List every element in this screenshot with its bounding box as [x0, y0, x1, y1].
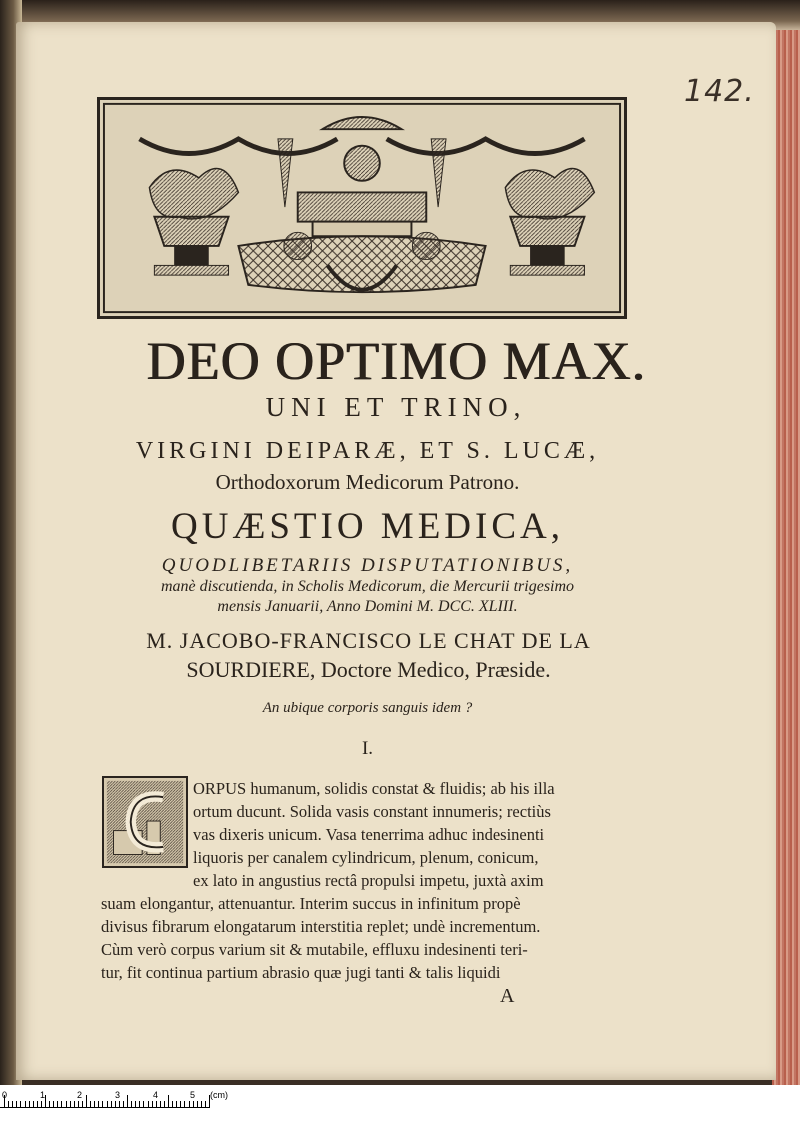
body-line: vas dixeris unicum. Vasa tenerrima adhuc indesinenti [193, 825, 545, 844]
scale-tick-minor [70, 1101, 71, 1107]
dedication-line-2: UNI ET TRINO, [265, 392, 527, 422]
questio-subtitle-2: manè discutienda, in Scholis Medicorum, die Mercurii trigesimo [160, 578, 575, 595]
scale-tick-minor [172, 1101, 173, 1107]
scale-tick-minor [8, 1101, 9, 1107]
body-line: Cùm verò corpus varium sit & mutabile, effluxu indesinenti teri- [101, 940, 528, 959]
scale-tick-minor [102, 1101, 103, 1107]
scale-tick-minor [41, 1101, 42, 1107]
scale-tick-minor [33, 1101, 34, 1107]
scale-tick-minor [160, 1101, 161, 1107]
scale-tick-minor [184, 1101, 185, 1107]
scale-tick-minor [111, 1101, 112, 1107]
scale-tick-minor [201, 1101, 202, 1107]
scale-tick-minor [131, 1101, 132, 1107]
dedication-line-4: Orthodoxorum Medicorum Patrono. [215, 470, 520, 494]
body-line: divisus fibrarum elongatarum interstitia replet; undè incrementum. [101, 917, 541, 936]
body-line: tur, fit continua partium abrasio quæ jugi tanti & talis liquidi [101, 963, 501, 982]
preses-line-2: SOURDIERE, Doctore Medico, Præside. [186, 657, 551, 682]
scale-tick-minor [94, 1101, 95, 1107]
scale-tick-minor [135, 1101, 136, 1107]
scale-ruler [0, 1107, 210, 1108]
scale-tick-minor [25, 1101, 26, 1107]
dedication-line-3: VIRGINI DEIPARÆ, ET S. LUCÆ, [135, 438, 600, 464]
headpiece-engraving [97, 97, 627, 319]
scale-label: 5 [190, 1090, 196, 1100]
scale-tick-minor [12, 1101, 13, 1107]
scale-tick-minor [148, 1101, 149, 1107]
section-number: I. [361, 738, 374, 759]
scale-tick-minor [49, 1101, 50, 1107]
scale-tick-minor [180, 1101, 181, 1107]
scale-unit: (cm) [210, 1090, 228, 1100]
scale-tick-minor [152, 1101, 153, 1107]
scale-tick-minor [78, 1101, 79, 1107]
scale-tick-minor [209, 1101, 210, 1107]
scale-tick-minor [123, 1101, 124, 1107]
questio-subtitle-1: QUODLIBETARIIS DISPUTATIONIBUS, [161, 555, 574, 576]
scale-tick-minor [143, 1101, 144, 1107]
thesis-question: An ubique corporis sanguis idem ? [262, 700, 473, 716]
decorated-initial-c [102, 776, 188, 868]
scale-tick-minor [98, 1101, 99, 1107]
scale-tick-minor [90, 1101, 91, 1107]
body-line: suam elongantur, attenuantur. Interim succus in infinitum propè [101, 894, 521, 913]
scale-tick-minor [168, 1101, 169, 1107]
scale-tick-minor [176, 1101, 177, 1107]
scale-label: 3 [115, 1090, 121, 1100]
scale-tick-minor [57, 1101, 58, 1107]
questio-subtitle-3: mensis Januarii, Anno Domini M. DCC. XLIII. [217, 598, 518, 615]
dedication-title: DEO OPTIMO MAX. [146, 331, 646, 391]
scale-tick-minor [45, 1101, 46, 1107]
scale-tick-minor [119, 1101, 120, 1107]
scale-tick-minor [193, 1101, 194, 1107]
scale-tick-minor [20, 1101, 21, 1107]
scale-tick-minor [164, 1101, 165, 1107]
scale-tick-minor [66, 1101, 67, 1107]
page-number: 142. [684, 74, 755, 109]
scale-tick-minor [115, 1101, 116, 1107]
scale-tick-minor [189, 1101, 190, 1107]
scale-tick-minor [127, 1101, 128, 1107]
scale-label: 4 [153, 1090, 159, 1100]
scale-label: 1 [40, 1090, 46, 1100]
scale-tick-minor [156, 1101, 157, 1107]
signature-mark: A [500, 985, 515, 1007]
preses-line-1: M. JACOBO-FRANCISCO LE CHAT DE LA [146, 628, 591, 653]
scale-tick-minor [86, 1101, 87, 1107]
scale-label: 0 [2, 1090, 8, 1100]
body-line: ortum ducunt. Solida vasis constant innumeris; rectiùs [193, 802, 551, 821]
scale-label: 2 [77, 1090, 83, 1100]
scale-tick-minor [53, 1101, 54, 1107]
questio-title: QUÆSTIO MEDICA, [171, 506, 564, 547]
scale-tick-minor [205, 1101, 206, 1107]
scale-tick-minor [107, 1101, 108, 1107]
page-edges [772, 30, 800, 1085]
scale-tick-minor [74, 1101, 75, 1107]
scale-tick-minor [37, 1101, 38, 1107]
scale-tick-minor [139, 1101, 140, 1107]
scale-tick-minor [4, 1101, 5, 1107]
scale-tick-minor [16, 1101, 17, 1107]
scale-tick-minor [29, 1101, 30, 1107]
scale-tick-minor [61, 1101, 62, 1107]
body-line: liquoris per canalem cylindricum, plenum, conicum, [193, 848, 539, 867]
scale-tick-minor [82, 1101, 83, 1107]
scale-tick-minor [197, 1101, 198, 1107]
body-line: ex lato in angustius rectâ propulsi impetu, juxtà axim [193, 871, 544, 890]
body-line: ORPUS humanum, solidis constat & fluidis; ab his illa [193, 779, 555, 798]
